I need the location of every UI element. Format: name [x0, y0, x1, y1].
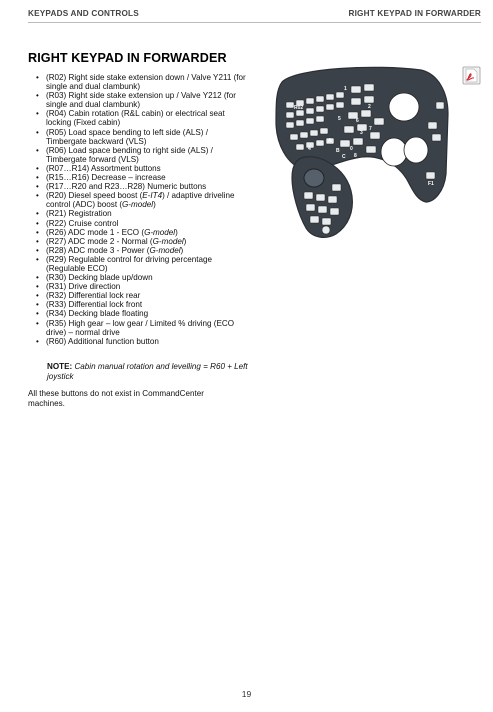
list-item — [36, 146, 248, 164]
list-item-text: G-model — [152, 236, 184, 246]
list-item — [36, 91, 248, 109]
list-item — [36, 128, 248, 146]
list-item — [36, 191, 248, 209]
list-item-text: (R15…R16) Decrease – increase — [46, 173, 166, 183]
list-item — [36, 209, 248, 218]
list-item — [36, 255, 248, 273]
key-label: 2 — [368, 104, 371, 110]
key-label: 3 — [360, 130, 363, 136]
list-item — [36, 300, 248, 309]
list-item-text: G-model — [144, 227, 176, 237]
list-item — [36, 173, 248, 182]
list-item-text: (R35) High gear – low gear / Limited % driving (ECO drive) – normal drive — [46, 318, 235, 337]
key-label: 4 — [308, 146, 311, 152]
list-item-text: ) — [153, 200, 156, 210]
list-item-text: (R04) Cabin rotation (R&L cabin) or electrical seat locking (Fixed cabin) — [46, 109, 225, 128]
list-item-text: (R07…R14) Assortment buttons — [46, 163, 161, 173]
list-item — [36, 109, 248, 127]
list-item-text: (R03) Right side stake extension up / Valve Y212 (for single and dual clambunk) — [46, 91, 237, 110]
page-header — [0, 0, 493, 22]
key-label: 0 — [350, 146, 353, 152]
lower-pad-wheel — [304, 169, 324, 187]
note-text: Cabin manual rotation and levelling = R60 + Left joystick — [47, 362, 248, 381]
key-label: 5 — [338, 116, 341, 122]
key-label: D — [346, 162, 350, 168]
page-number: 19 — [241, 689, 252, 699]
list-item-text: (R32) Differential lock rear — [46, 291, 141, 301]
key-label: B — [336, 148, 340, 154]
key-label: A — [328, 138, 332, 144]
key-label: E — [358, 164, 362, 170]
list-item-text: (R17…R20 and R23…R28) Numeric buttons — [46, 182, 207, 192]
pdf-attachment-icon[interactable] — [462, 66, 481, 85]
key-label: F — [372, 166, 376, 172]
list-item-text: G-model — [122, 200, 154, 210]
list-item-text: ) — [180, 245, 184, 255]
key-label: 1 — [344, 86, 347, 92]
list-item-text: ) — [175, 227, 178, 237]
list-item-text: G-model — [149, 245, 181, 255]
closing-remark: All these buttons do not exist in CommandCenter machines. — [28, 389, 204, 408]
large-button-right — [404, 137, 428, 163]
list-item-text: (R02) Right side stake extension down / Valve Y211 (for single and dual clambunk) — [46, 73, 246, 92]
list-item — [36, 246, 248, 255]
note-label: NOTE: — [47, 362, 73, 371]
list-item-text: (R29) Regulable control for driving percentage (Regulable ECO) — [46, 254, 213, 273]
list-item — [36, 273, 248, 282]
list-item — [36, 291, 248, 300]
list-item-text: (R60) Additional function button — [46, 336, 159, 346]
button-function-list — [36, 73, 248, 346]
large-button-top — [389, 93, 419, 121]
list-item-text: (R27) ADC mode 2 - Normal ( — [46, 236, 153, 246]
list-item-text: (R31) Drive direction — [46, 282, 121, 292]
list-item-text: (R26) ADC mode 1 - ECO ( — [46, 227, 145, 237]
note-block — [47, 362, 257, 381]
key-label: R02 — [294, 105, 304, 111]
key-label: 9 — [368, 158, 371, 164]
list-item-text: (R28) ADC mode 3 - Power ( — [46, 245, 150, 255]
list-item — [36, 237, 248, 246]
list-item-text: (R05) Load space bending to left side (ALS) / Timbergate backward (VLS) — [46, 127, 208, 146]
header-page-topic: RIGHT KEYPAD IN FORWARDER — [348, 9, 481, 18]
list-item — [36, 319, 248, 337]
key-label: C — [342, 154, 346, 160]
list-item-text: E-IT4 — [142, 191, 163, 201]
list-item — [36, 228, 248, 237]
keypad-illustration — [256, 62, 456, 254]
page-title: RIGHT KEYPAD IN FORWARDER — [28, 51, 227, 65]
key-label: 7 — [369, 126, 372, 132]
list-item-text: (R34) Decking blade floating — [46, 309, 149, 319]
list-item-text: (R30) Decking blade up/down — [46, 273, 153, 283]
list-item-text: ) / adaptive driveline control (ADC) boost ( — [46, 191, 235, 210]
list-item — [36, 182, 248, 191]
key-label: 6 — [356, 118, 359, 124]
list-item — [36, 282, 248, 291]
list-item — [36, 73, 248, 91]
header-section-title: KEYPADS AND CONTROLS — [28, 9, 139, 18]
list-item-text: (R22) Cruise control — [46, 218, 119, 228]
large-button-mid — [381, 138, 407, 166]
list-item-text: (R33) Differential lock front — [46, 300, 143, 310]
list-item — [36, 164, 248, 173]
key-label: 8 — [354, 153, 357, 159]
list-item — [36, 219, 248, 228]
lower-round-key — [322, 226, 330, 234]
list-item-text: ) — [183, 236, 187, 246]
header-divider — [28, 22, 481, 23]
list-item — [36, 309, 248, 318]
list-item-text: (R20) Diesel speed boost ( — [46, 191, 143, 201]
list-item-text: (R21) Registration — [46, 209, 112, 219]
list-item — [36, 337, 248, 346]
list-item-text: (R06) Load space bending to right side (ALS) / Timbergate forward (VLS) — [46, 145, 213, 164]
key-label: F1 — [428, 181, 434, 187]
